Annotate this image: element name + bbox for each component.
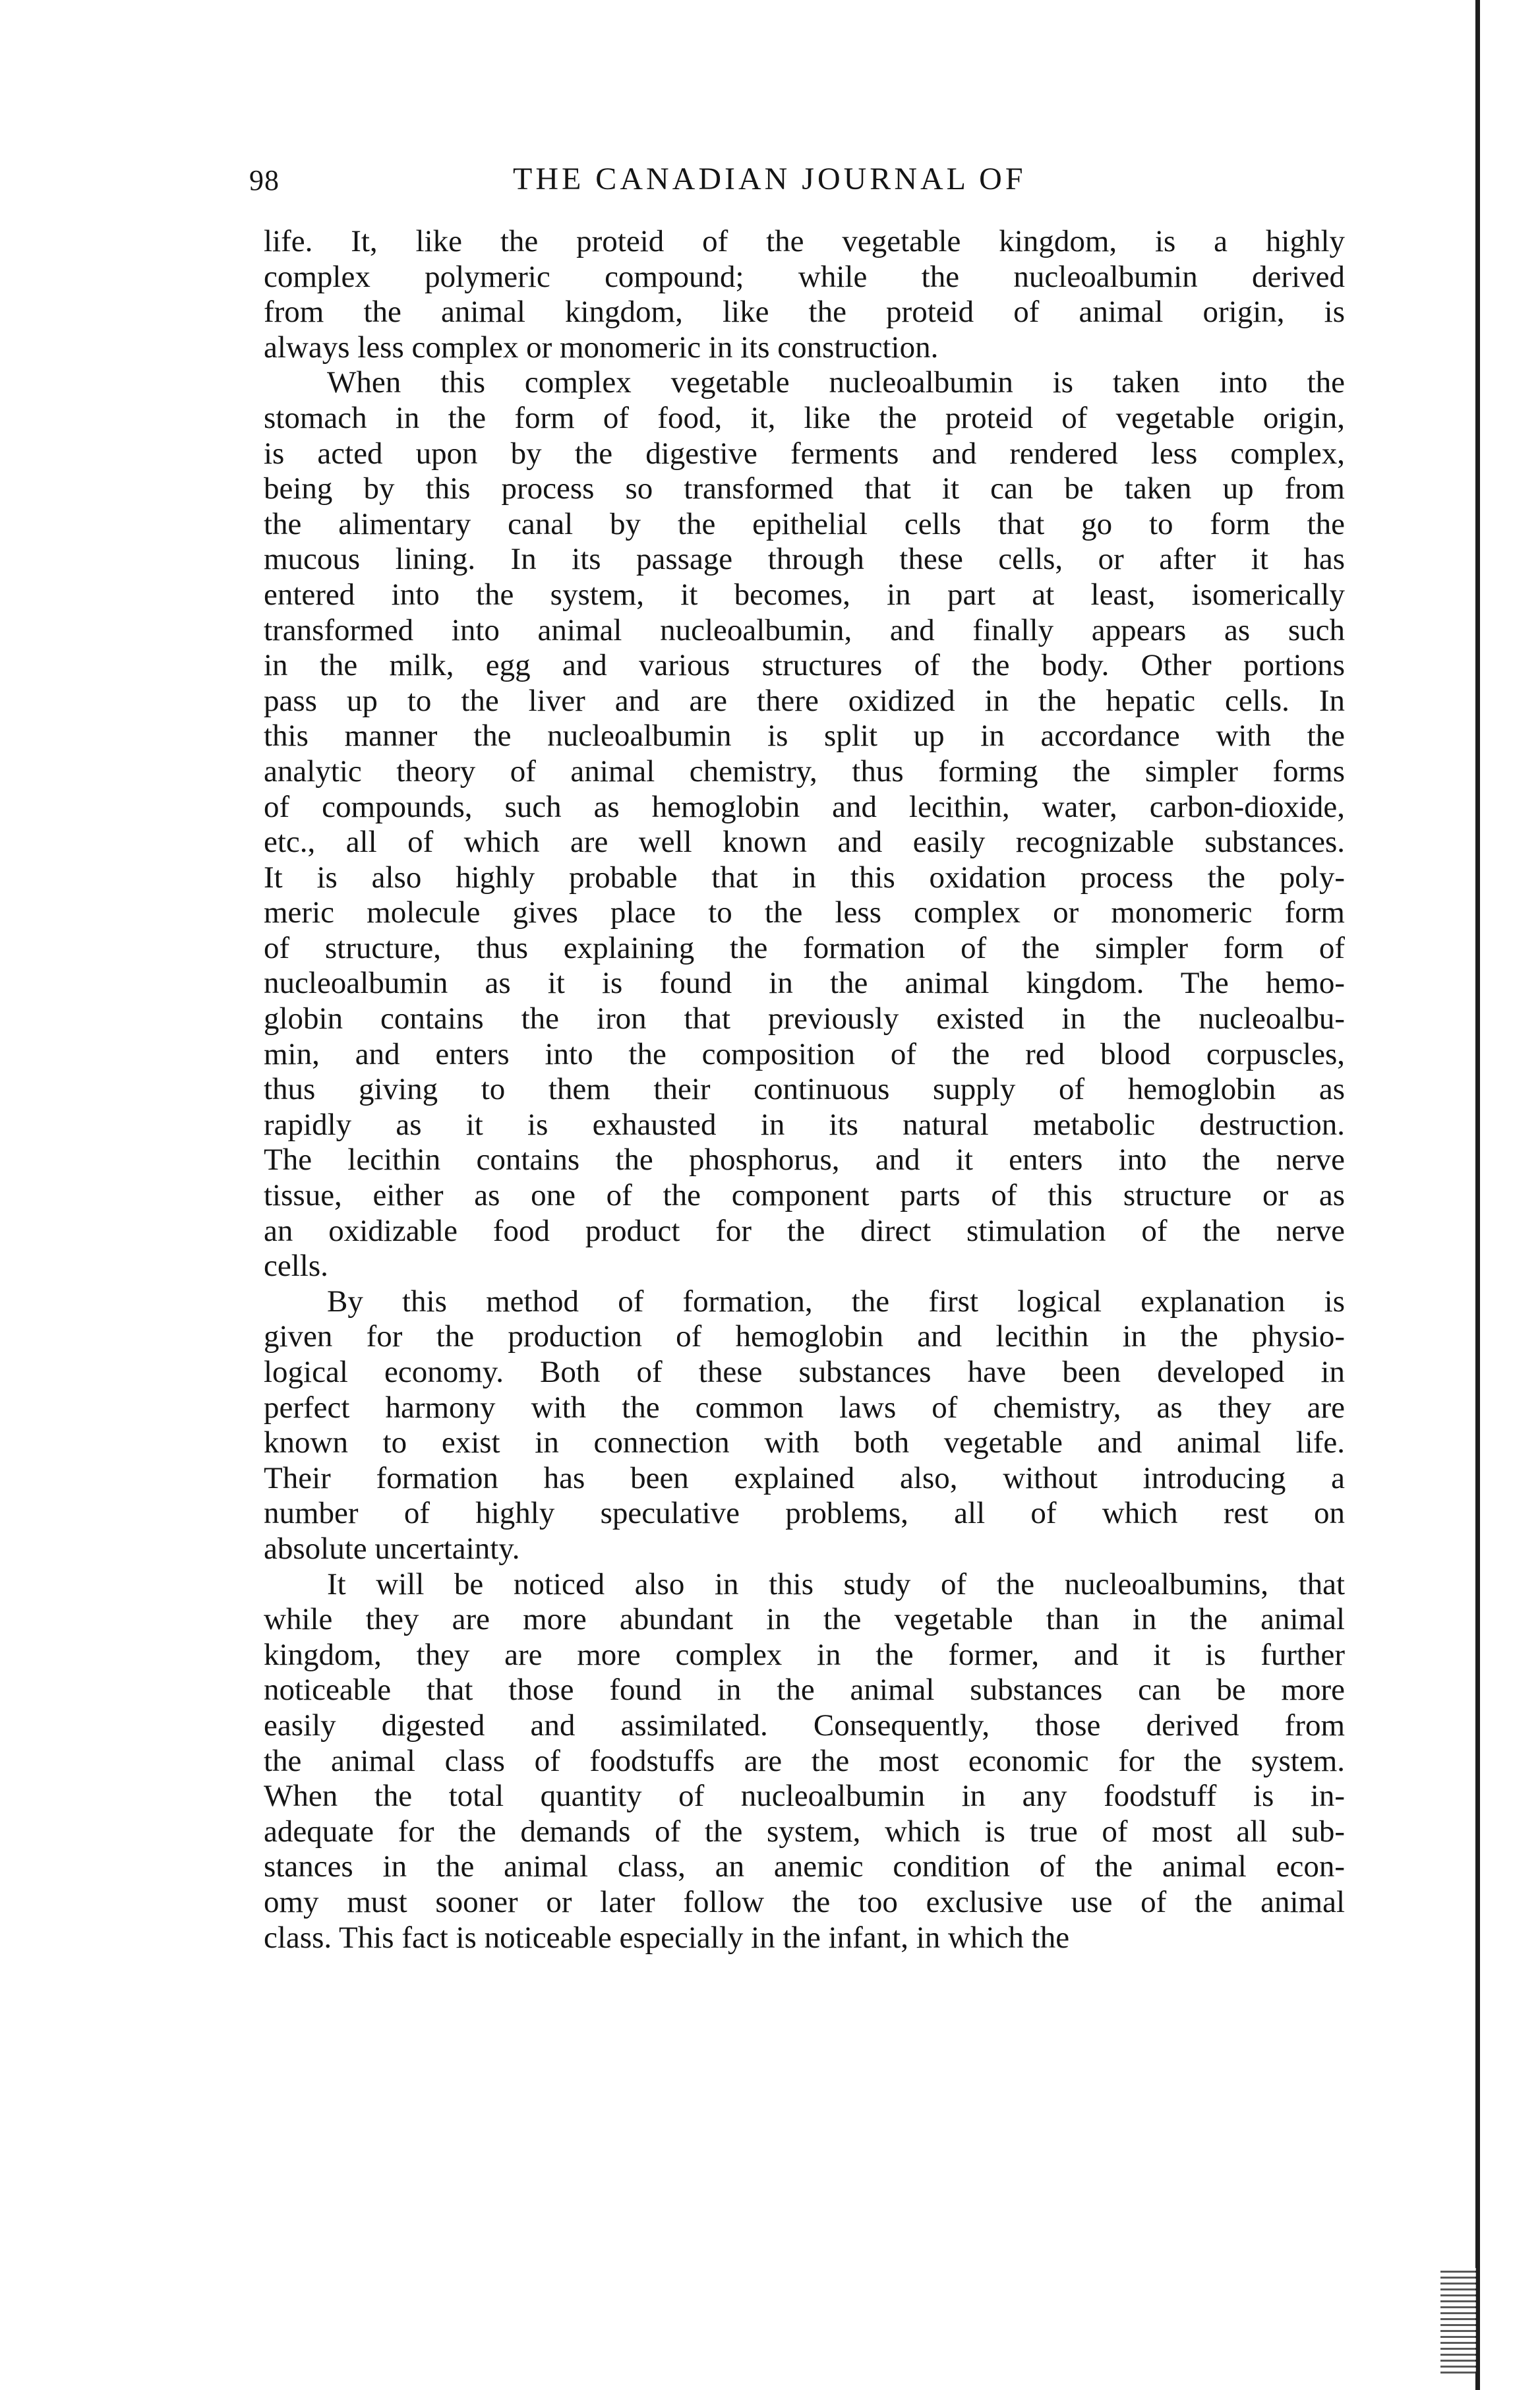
text-line: kingdom, they are more complex in the former, and it is further <box>264 1637 1345 1672</box>
page-number: 98 <box>249 164 280 196</box>
running-head: THE CANADIAN JOURNAL OF <box>513 162 1026 196</box>
text-line: When the total quantity of nucleoalbumin in any foodstuff is in- <box>264 1779 1345 1814</box>
text-line: an oxidizable food product for the direct stimulation of the nerve <box>264 1213 1345 1248</box>
text-line: nucleoalbumin as it is found in the animal kingdom. The hemo- <box>264 966 1345 1001</box>
page-edge-mark <box>1440 2268 1476 2374</box>
text-line: being by this process so transformed that it can be taken up from <box>264 471 1345 506</box>
text-line: while they are more abundant in the vegetable than in the animal <box>264 1602 1345 1637</box>
text-line: transformed into animal nucleoalbumin, and finally appears as such <box>264 612 1345 647</box>
text-line: It will be noticed also in this study of the nucleoalbumins, that <box>327 1567 1345 1601</box>
text-line: number of highly speculative problems, all of which rest on <box>264 1496 1345 1531</box>
text-line: omy must sooner or later follow the too exclusive use of the animal <box>264 1884 1345 1919</box>
text-line: rapidly as it is exhausted in its natural metabolic destruction. <box>264 1107 1345 1142</box>
text-line: known to exist in connection with both vegetable and animal life. <box>264 1425 1345 1460</box>
text-line: globin contains the iron that previously existed in the nucleoalbu- <box>264 1001 1345 1036</box>
text-line: from the animal kingdom, like the proteid of animal origin, is <box>264 295 1345 330</box>
text-line: meric molecule gives place to the less complex or monomeric form <box>264 895 1345 930</box>
text-line: pass up to the liver and are there oxidized in the hepatic cells. In <box>264 683 1345 718</box>
text-line: in the milk, egg and various structures of the body. Other portions <box>264 648 1345 683</box>
paragraph <box>264 1284 1345 1567</box>
text-line: By this method of formation, the first logical explanation is <box>327 1284 1345 1319</box>
text-line: noticeable that those found in the animal substances can be more <box>264 1673 1345 1708</box>
text-line: life. It, like the proteid of the vegetable kingdom, is a highly <box>264 224 1345 258</box>
text-line: the alimentary canal by the epithelial cells that go to form the <box>264 506 1345 541</box>
text-line: stomach in the form of food, it, like the proteid of vegetable origin, <box>264 400 1345 435</box>
text-line: analytic theory of animal chemistry, thus forming the simpler forms <box>264 754 1345 789</box>
text-line: tissue, either as one of the component parts of this structure or as <box>264 1178 1345 1213</box>
text-line: given for the production of hemoglobin and lecithin in the physio- <box>264 1319 1345 1354</box>
text-line: adequate for the demands of the system, which is true of most all sub- <box>264 1814 1345 1849</box>
text-line: absolute uncertainty. <box>264 1531 520 1566</box>
text-line: cells. <box>264 1249 328 1284</box>
text-line: mucous lining. In its passage through these cells, or after it has <box>264 542 1345 577</box>
text-line: this manner the nucleoalbumin is split up in accordance with the <box>264 719 1345 754</box>
text-line: etc., all of which are well known and easily recognizable substances. <box>264 825 1345 860</box>
text-line: logical economy. Both of these substances have been developed in <box>264 1355 1345 1389</box>
page-edge-rule <box>1475 0 1480 2390</box>
paragraph <box>264 224 1345 365</box>
text-line: perfect harmony with the common laws of chemistry, as they are <box>264 1390 1345 1425</box>
text-line: class. This fact is noticeable especially in the infant, in which the <box>264 1920 1070 1955</box>
text-line: It is also highly probable that in this oxidation process the poly- <box>264 860 1345 895</box>
text-line: the animal class of foodstuffs are the most economic for the system. <box>264 1743 1345 1778</box>
text-line: min, and enters into the composition of the red blood corpuscles, <box>264 1036 1345 1071</box>
body-text <box>264 224 1345 1956</box>
text-line: Their formation has been explained also, without introducing a <box>264 1460 1345 1495</box>
text-line: easily digested and assimilated. Consequently, those derived from <box>264 1708 1345 1743</box>
text-line: always less complex or monomeric in its construction. <box>264 330 939 365</box>
text-line: thus giving to them their continuous supply of hemoglobin as <box>264 1072 1345 1107</box>
paragraph <box>264 1567 1345 1956</box>
text-line: of structure, thus explaining the formation of the simpler form of <box>264 930 1345 965</box>
paragraph <box>264 365 1345 1284</box>
text-line: When this complex vegetable nucleoalbumin is taken into the <box>327 365 1345 400</box>
text-line: entered into the system, it becomes, in part at least, isomerically <box>264 577 1345 612</box>
text-line: is acted upon by the digestive ferments and rendered less complex, <box>264 436 1345 471</box>
text-line: of compounds, such as hemoglobin and lecithin, water, carbon-dioxide, <box>264 789 1345 824</box>
text-line: The lecithin contains the phosphorus, and it enters into the nerve <box>264 1143 1345 1178</box>
text-line: stances in the animal class, an anemic condition of the animal econ- <box>264 1849 1345 1884</box>
text-line: complex polymeric compound; while the nucleoalbumin derived <box>264 259 1345 294</box>
